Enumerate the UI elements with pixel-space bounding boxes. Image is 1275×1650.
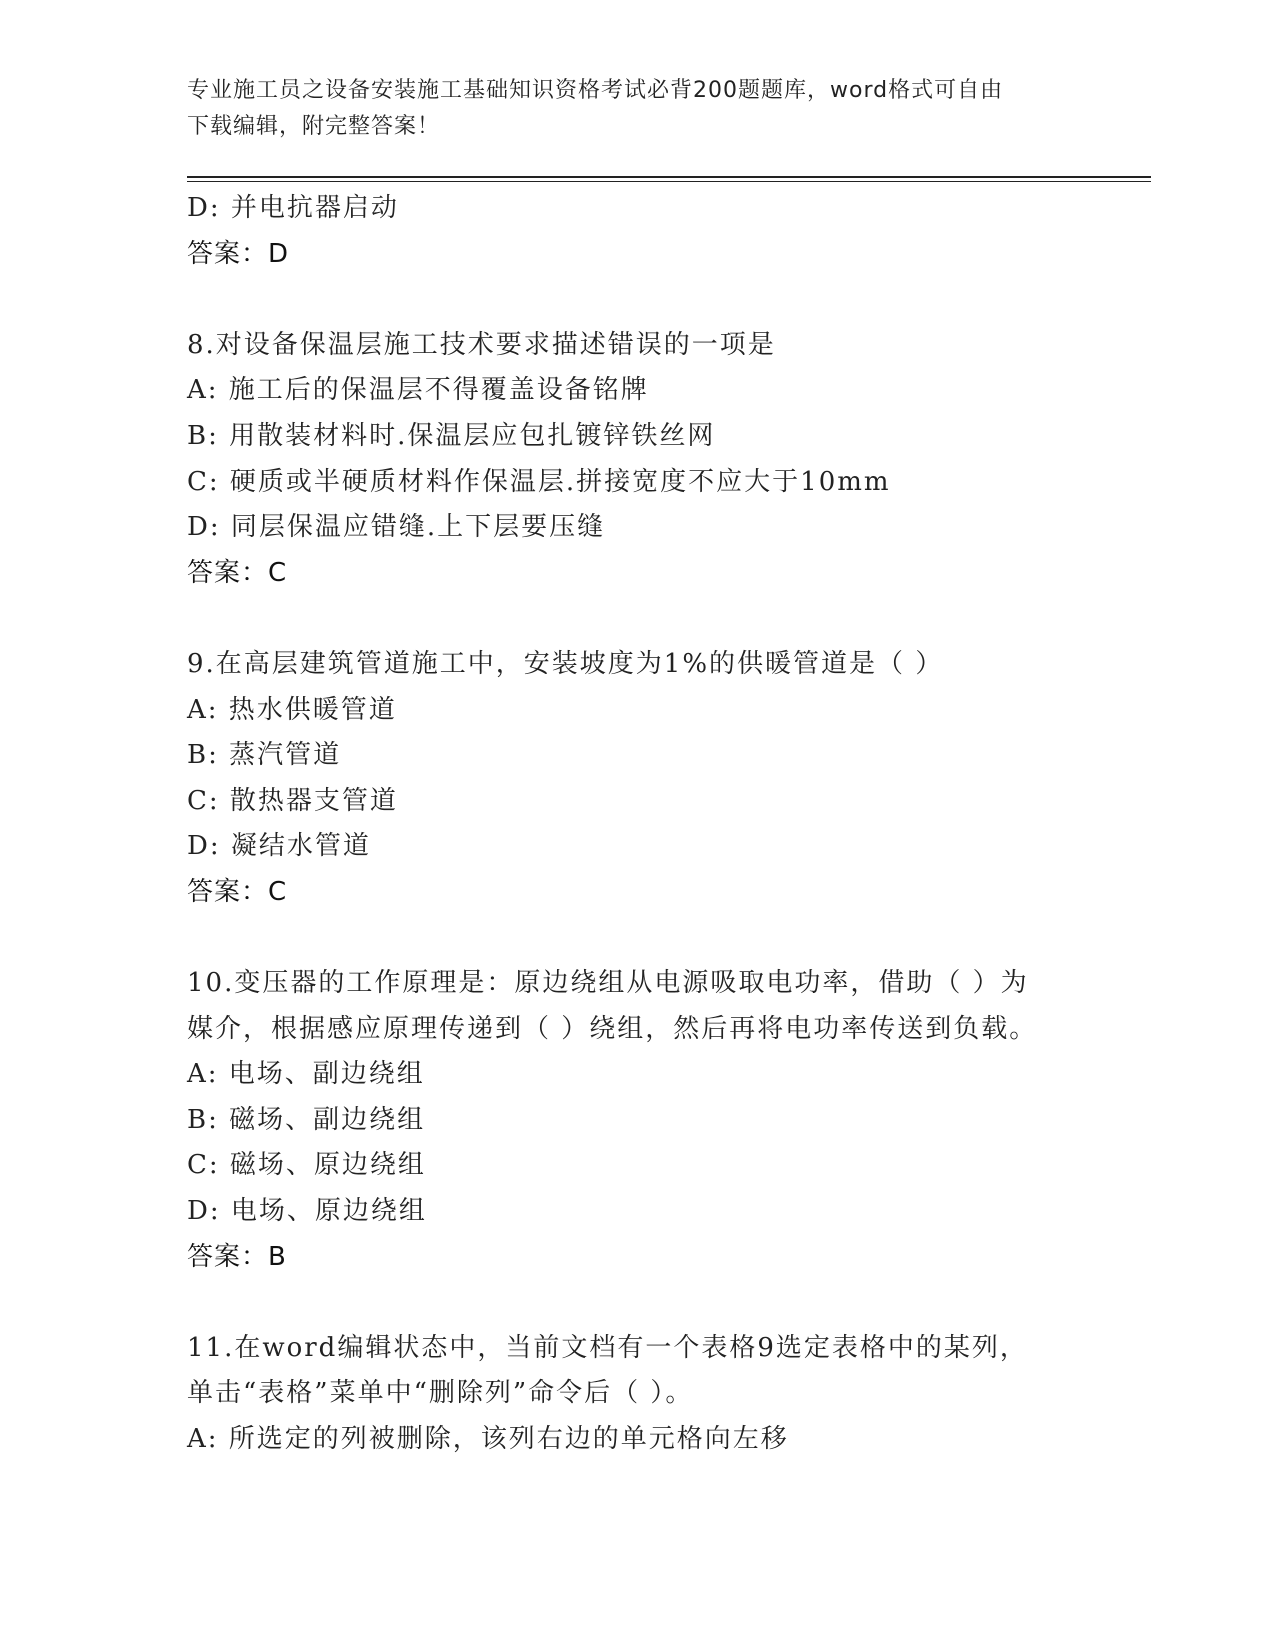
- option-line: D: 并电抗器启动: [187, 193, 399, 223]
- question-list: [187, 186, 1147, 1463]
- header-rule-thick: [187, 176, 1151, 178]
- question-spacer: [187, 1280, 1147, 1326]
- option-line: A: 热水供暖管道: [187, 694, 397, 725]
- header-title-line-1: 专业施工员之设备安装施工基础知识资格考试必背200题题库，word格式可自由: [187, 78, 1004, 103]
- option-line: D: 电场、原边绕组: [187, 1196, 427, 1227]
- answer-line: 答案：C: [187, 876, 288, 907]
- option-line: C: 磁场、原边绕组: [187, 1150, 426, 1181]
- option-line: C: 散热器支管道: [187, 785, 398, 816]
- question-text: 单击“表格”菜单中“删除列”命令后（ ）。: [187, 1378, 694, 1409]
- option-line: B: 用散装材料时.保温层应包扎镀锌铁丝网: [187, 420, 716, 451]
- answer-line: 答案：B: [187, 1241, 287, 1272]
- question-text: 9.在高层建筑管道施工中，安装坡度为1%的供暖管道是（ ）: [187, 648, 944, 679]
- option-line: B: 磁场、副边绕组: [187, 1104, 426, 1135]
- question-text: 8.对设备保温层施工技术要求描述错误的一项是: [187, 329, 776, 360]
- option-line: A: 电场、副边绕组: [187, 1059, 425, 1090]
- question-text: 媒介，根据感应原理传递到（ ）绕组，然后再将电功率传送到负载。: [187, 1013, 1038, 1044]
- question-text: 10.变压器的工作原理是：原边绕组从电源吸取电功率，借助（ ）为: [187, 968, 1029, 999]
- question-spacer: [187, 596, 1147, 642]
- question-text: 11.在word编辑状态中，当前文档有一个表格9选定表格中的某列，: [187, 1332, 1028, 1363]
- answer-line: 答案：C: [187, 557, 288, 588]
- answer-line: 答案：D: [187, 238, 290, 269]
- option-line: D: 凝结水管道: [187, 831, 371, 862]
- option-line: C: 硬质或半硬质材料作保温层.拼接宽度不应大于10mm: [187, 466, 891, 497]
- header-rule-thin: [187, 181, 1151, 182]
- question-spacer: [187, 916, 1147, 962]
- option-line: D: 同层保温应错缝.上下层要压缝: [187, 512, 606, 543]
- question-spacer: [187, 277, 1147, 323]
- header-title-line-2: 下载编辑，附完整答案！: [187, 114, 441, 139]
- option-line: A: 所选定的列被删除，该列右边的单元格向左移: [187, 1424, 789, 1455]
- option-line: B: 蒸汽管道: [187, 740, 342, 771]
- document-header: [187, 73, 1087, 145]
- option-line: A: 施工后的保温层不得覆盖设备铭牌: [187, 375, 649, 406]
